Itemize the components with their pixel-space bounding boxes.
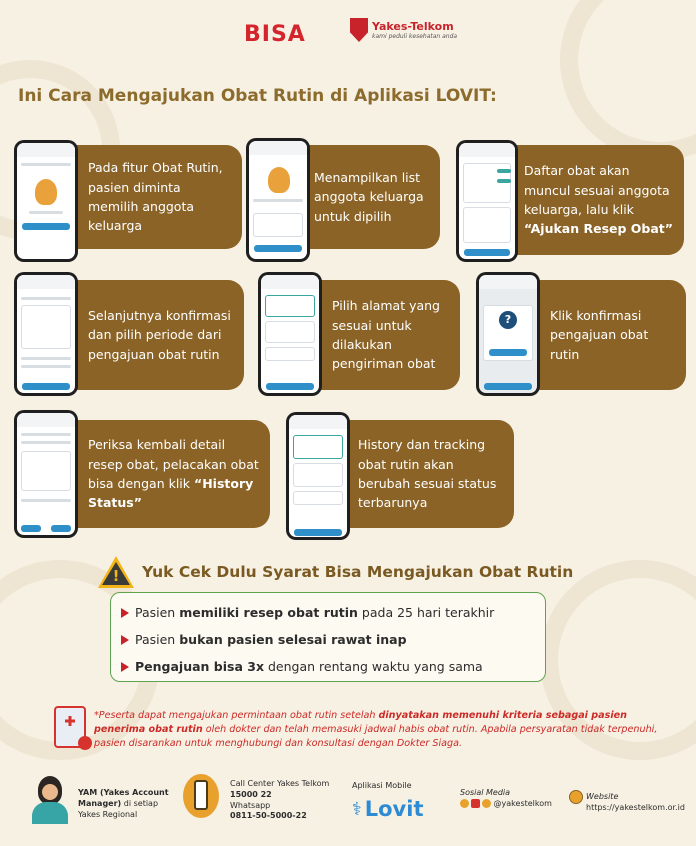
step-7-text: Periksa kembali detail resep obat, pelacakan obat bisa dengan klik “History Status” <box>74 420 270 528</box>
arrow-icon <box>121 635 129 645</box>
background-ornament <box>560 0 696 160</box>
requirement-item: Pengajuan bisa 3x dengan rentang waktu yang sama <box>121 653 535 680</box>
yakes-tagline: kami peduli kesehatan anda <box>372 33 458 40</box>
step-8-text: History dan tracking obat rutin akan berubah sesuai status terbarunya <box>344 420 514 528</box>
yakes-logo <box>350 18 457 42</box>
website-link[interactable]: https://yakestelkom.or.id <box>586 802 685 812</box>
step-2-phone-screenshot <box>246 138 310 262</box>
step-6-phone-screenshot: ? <box>476 272 540 396</box>
social-media-info: Sosial Media @yakestelkom <box>460 788 552 808</box>
medical-clipboard-icon <box>54 706 86 748</box>
lovit-logo: ⚕ Lovit <box>352 797 424 821</box>
phone-icon <box>183 774 219 818</box>
step-5-phone-screenshot <box>258 272 322 396</box>
step-1-text: Pada fitur Obat Rutin, pasien diminta memilih anggota keluarga <box>74 145 242 249</box>
step-4-phone-screenshot <box>14 272 78 396</box>
bisa-logo: BISA <box>244 22 306 47</box>
yakes-name: Yakes-Telkom <box>372 20 454 33</box>
step-1-phone-screenshot <box>14 140 78 262</box>
stethoscope-icon: ⚕ <box>352 798 362 820</box>
yakes-shield-icon <box>350 18 368 42</box>
social-icons <box>460 799 491 808</box>
step-5-text: Pilih alamat yang sesuai untuk dilakukan pengiriman obat <box>318 280 460 390</box>
step-2-text: Menampilkan list anggota keluarga untuk dipilih <box>300 145 440 249</box>
step-3-phone-screenshot <box>456 140 518 262</box>
call-center-info: Call Center Yakes Telkom 15000 22 Whatsapp 0811-50-5000-22 <box>230 779 330 821</box>
arrow-icon <box>121 662 129 672</box>
step-8-phone-screenshot <box>286 412 350 540</box>
step-4-text: Selanjutnya konfirmasi dan pilih periode dari pengajuan obat rutin <box>74 280 244 390</box>
requirements-heading <box>98 556 573 588</box>
yam-info: YAM (Yakes Account Manager) di setiap Yakes Regional <box>78 788 169 819</box>
website-info: Website https://yakestelkom.or.id <box>586 792 685 812</box>
step-7-phone-screenshot <box>14 410 78 538</box>
step-3-text: Daftar obat akan muncul sesuai anggota keluarga, lalu klik “Ajukan Resep Obat” <box>510 145 684 255</box>
warning-icon: ! <box>98 556 134 588</box>
app-label: Aplikasi Mobile <box>352 781 412 790</box>
requirements-title: Yuk Cek Dulu Syarat Bisa Mengajukan Obat Rutin <box>142 563 574 581</box>
requirement-item: Pasien bukan pasien selesai rawat inap <box>121 626 535 653</box>
step-6-text: Klik konfirmasi pengajuan obat rutin <box>536 280 686 390</box>
account-manager-avatar-icon <box>30 776 70 824</box>
arrow-icon <box>121 608 129 618</box>
requirement-item: Pasien memiliki resep obat rutin pada 25 hari terakhir <box>121 599 535 626</box>
page-title: Ini Cara Mengajukan Obat Rutin di Aplikasi LOVIT: <box>18 86 497 106</box>
globe-icon <box>569 790 583 804</box>
requirements-box <box>110 592 546 682</box>
disclaimer-note: *Peserta dapat mengajukan permintaan obat rutin setelah dinyatakan memenuhi kriteria sebagai pasien penerima obat rutin oleh dokter dan telah memasuki jadwal habis obat rutin. Apabila persyaratan tidak terpenuhi, pasien disarankan untuk menghubungi dan konsultasi dengan Dokter Siaga. <box>94 710 658 749</box>
